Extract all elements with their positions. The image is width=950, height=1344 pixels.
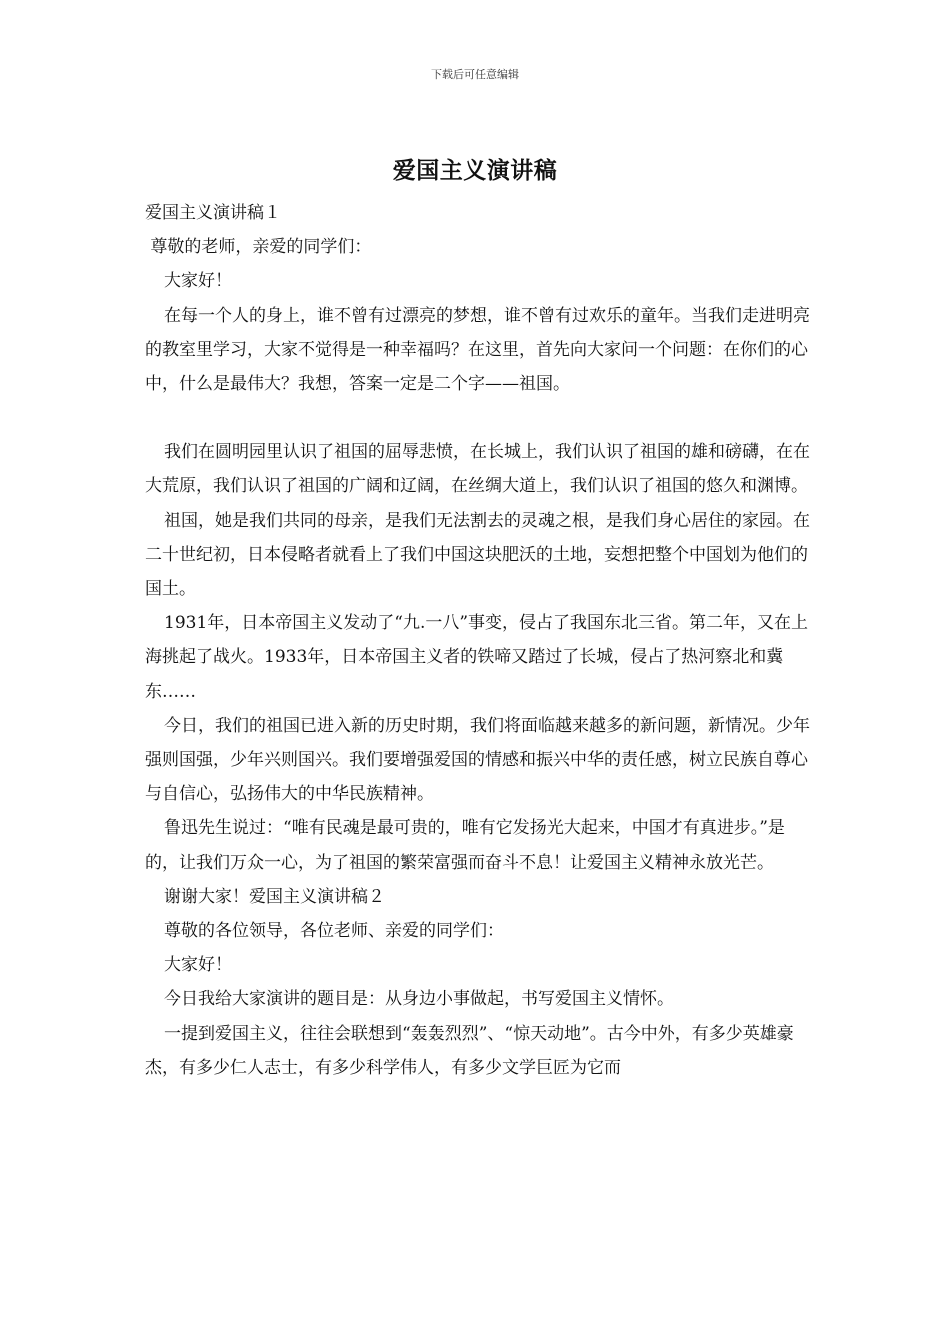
document-title: 爱国主义演讲稿 (392, 157, 558, 184)
salutation-1: 尊敬的老师，亲爱的同学们： (145, 237, 372, 258)
salutation-2: 尊敬的各位领导，各位老师、亲爱的同学们： (164, 921, 504, 942)
header-note: 下载后可任意编辑 (431, 68, 519, 81)
paragraph: 今日，我们的祖国已进入新的历史时期，我们将面临越来越多的新问题，新情况。少年强则国强，少年兴则国兴。我们要增强爱国的情感和振兴中华的责任感，树立民族自尊心与自信心，弘扬伟大的中华民族精神。 (145, 715, 810, 805)
document-body (145, 196, 811, 1085)
paragraph: 今日我给大家演讲的题目是：从身边小事做起，书写爱国主义情怀。 (164, 989, 674, 1010)
section-heading-2: 谢谢大家！爱国主义演讲稿２ (164, 886, 385, 907)
paragraph: 在每一个人的身上，谁不曾有过漂亮的梦想，谁不曾有过欢乐的童年。当我们走进明亮的教室里学习，大家不觉得是一种幸福吗？在这里，首先向大家问一个问题：在你们的心中，什么是最伟大？我想，答案一定是二个字——祖国。 (145, 305, 810, 395)
section-heading-1: 爱国主义演讲稿１ (145, 203, 281, 223)
paragraph: 我们在圆明园里认识了祖国的屈辱悲愤，在长城上，我们认识了祖国的雄和磅礴，在在大荒原，我们认识了祖国的广阔和辽阔，在丝绸大道上，我们认识了祖国的悠久和渊博。 (145, 442, 810, 497)
greeting-1: 大家好！ (164, 271, 232, 292)
paragraph: 1931年，日本帝国主义发动了“九.一八”事变，侵占了我国东北三省。第二年，又在上海挑起了战火。1933年，日本帝国主义者的铁啼又踏过了长城，侵占了热河察北和冀东…… (145, 613, 809, 702)
greeting-2: 大家好！ (164, 955, 232, 976)
paragraph: 鲁迅先生说过：“唯有民魂是最可贵的，唯有它发扬光大起来，中国才有真进步。”是的，让我们万众一心，为了祖国的繁荣富强而奋斗不息！让爱国主义精神永放光芒。 (145, 818, 785, 873)
paragraph: 一提到爱国主义，往往会联想到“轰轰烈烈”、“惊天动地”。古今中外，有多少英雄豪杰，有多少仁人志士，有多少科学伟人，有多少文学巨匠为它而 (145, 1023, 794, 1078)
paragraph: 祖国，她是我们共同的母亲，是我们无法割去的灵魂之根，是我们身心居住的家园。在二十世纪初，日本侵略者就看上了我们中国这块肥沃的土地，妄想把整个中国划为他们的国土。 (145, 510, 810, 600)
